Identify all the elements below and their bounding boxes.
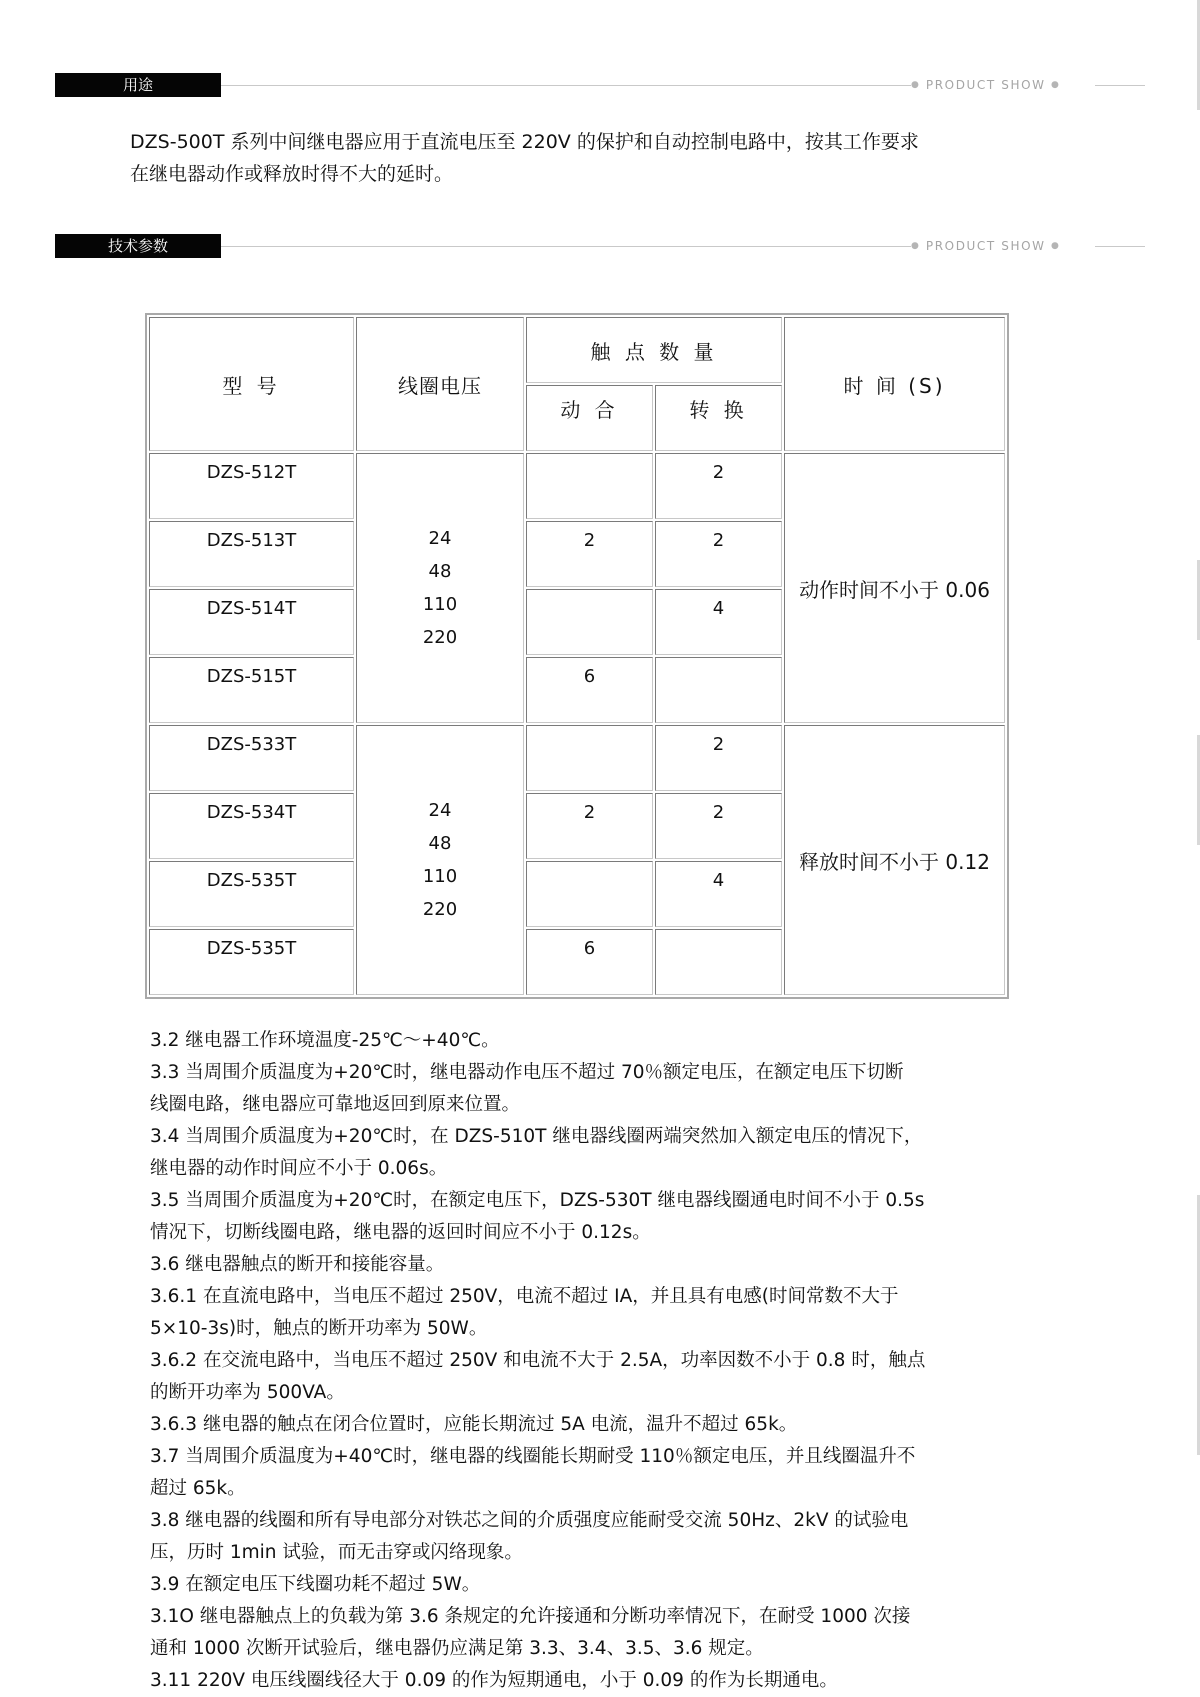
product-show-label: ● PRODUCT SHOW ● — [911, 239, 1061, 253]
header-model: 型 号 — [149, 317, 354, 451]
product-show-label: ● PRODUCT SHOW ● — [911, 78, 1061, 92]
note-line: 线圈电路，继电器应可靠地返回到原来位置。 — [150, 1094, 521, 1115]
intro-paragraph — [130, 126, 1050, 190]
header-time: 时 间 (S) — [784, 317, 1005, 451]
section-tag-usage: 用途 — [55, 73, 221, 97]
table-row — [149, 453, 1005, 519]
model-cell: DZS-514T — [149, 589, 354, 655]
note-line: 通和 1000 次断开试验后，继电器仍应满足第 3.3、3.4、3.5、3.6 规定。 — [150, 1638, 764, 1659]
note-line: 3.1O 继电器触点上的负载为第 3.6 条规定的允许接通和分断功率情况下，在耐受 1000 次接 — [150, 1606, 911, 1627]
intro-line: 在继电器动作或释放时得不大的延时。 — [130, 163, 454, 185]
header-divider — [221, 85, 911, 86]
note-line: 超过 65k。 — [150, 1478, 246, 1499]
section-header-usage — [55, 73, 1145, 97]
note-line: 3.5 当周围介质温度为+20℃时，在额定电压下，DZS-530T 继电器线圈通电时间不小于 0.5s — [150, 1190, 925, 1211]
section-tag-params: 技术参数 — [55, 234, 221, 258]
changeover-cell: 2 — [655, 521, 782, 587]
dot-icon: ● — [1051, 80, 1061, 90]
changeover-cell — [655, 929, 782, 995]
voltage-cell: 24 48 110 220 — [356, 453, 524, 723]
note-line: 3.6.1 在直流电路中，当电压不超过 250V，电流不超过 IA，并且具有电感(时间常数不大于 — [150, 1286, 899, 1307]
note-line: 3.7 当周围介质温度为+40℃时，继电器的线圈能长期耐受 110％额定电压，并且线圈温升不 — [150, 1446, 916, 1467]
note-line: 3.9 在额定电压下线圈功耗不超过 5W。 — [150, 1574, 481, 1595]
technical-notes — [150, 1025, 1010, 1697]
note-line: 3.8 继电器的线圈和所有导电部分对铁芯之间的介质强度应能耐受交流 50Hz、2kV 的试验电 — [150, 1510, 909, 1531]
model-cell: DZS-512T — [149, 453, 354, 519]
note-line: 3.11 220V 电压线圈线径大于 0.09 的作为短期通电，小于 0.09 的作为长期通电。 — [150, 1670, 838, 1691]
model-cell: DZS-535T — [149, 929, 354, 995]
model-cell: DZS-513T — [149, 521, 354, 587]
model-cell: DZS-534T — [149, 793, 354, 859]
dot-icon: ● — [911, 80, 921, 90]
note-line: 3.6 继电器触点的断开和接能容量。 — [150, 1254, 445, 1275]
section-header-params — [55, 234, 1145, 258]
note-line: 继电器的动作时间应不小于 0.06s。 — [150, 1158, 448, 1179]
table-row — [149, 725, 1005, 791]
note-line: 3.3 当周围介质温度为+20℃时，继电器动作电压不超过 70％额定电压，在额定电压下切断 — [150, 1062, 904, 1083]
header-divider-end — [1095, 85, 1145, 86]
make-cell: 2 — [526, 521, 653, 587]
spec-table — [145, 313, 1009, 999]
header-changeover: 转 换 — [655, 385, 782, 451]
header-coil-voltage: 线圈电压 — [356, 317, 524, 451]
header-contacts: 触 点 数 量 — [526, 317, 782, 383]
dot-icon: ● — [911, 241, 921, 251]
make-cell — [526, 453, 653, 519]
changeover-cell: 2 — [655, 725, 782, 791]
note-line: 3.6.2 在交流电路中，当电压不超过 250V 和电流不大于 2.5A，功率因数不小于 0.8 时，触点 — [150, 1350, 926, 1371]
make-cell — [526, 861, 653, 927]
note-line: 压，历时 1min 试验，而无击穿或闪络现象。 — [150, 1542, 523, 1563]
time-note-cell: 释放时间不小于 0.12 — [784, 725, 1005, 995]
make-cell — [526, 725, 653, 791]
intro-line: DZS-500T 系列中间继电器应用于直流电压至 220V 的保护和自动控制电路中，按其工作要求 — [130, 131, 919, 153]
changeover-cell: 4 — [655, 589, 782, 655]
time-note-cell: 动作时间不小于 0.06 — [784, 453, 1005, 723]
note-line: 3.4 当周围介质温度为+20℃时，在 DZS-510T 继电器线圈两端突然加入额定电压的情况下， — [150, 1126, 923, 1147]
changeover-cell — [655, 657, 782, 723]
changeover-cell: 4 — [655, 861, 782, 927]
header-divider-end — [1095, 246, 1145, 247]
model-cell: DZS-533T — [149, 725, 354, 791]
note-line: 5×10-3s)时，触点的断开功率为 50W。 — [150, 1318, 488, 1339]
voltage-cell: 24 48 110 220 — [356, 725, 524, 995]
note-line: 的断开功率为 500VA。 — [150, 1382, 345, 1403]
model-cell: DZS-535T — [149, 861, 354, 927]
changeover-cell: 2 — [655, 793, 782, 859]
make-cell: 6 — [526, 657, 653, 723]
changeover-cell: 2 — [655, 453, 782, 519]
note-line: 情况下，切断线圈电路，继电器的返回时间应不小于 0.12s。 — [150, 1222, 651, 1243]
header-make: 动 合 — [526, 385, 653, 451]
note-line: 3.6.3 继电器的触点在闭合位置时，应能长期流过 5A 电流，温升不超过 65k。 — [150, 1414, 798, 1435]
note-line: 3.2 继电器工作环境温度-25℃～+40℃。 — [150, 1030, 500, 1051]
header-divider — [221, 246, 911, 247]
make-cell: 2 — [526, 793, 653, 859]
model-cell: DZS-515T — [149, 657, 354, 723]
dot-icon: ● — [1051, 241, 1061, 251]
make-cell — [526, 589, 653, 655]
make-cell: 6 — [526, 929, 653, 995]
